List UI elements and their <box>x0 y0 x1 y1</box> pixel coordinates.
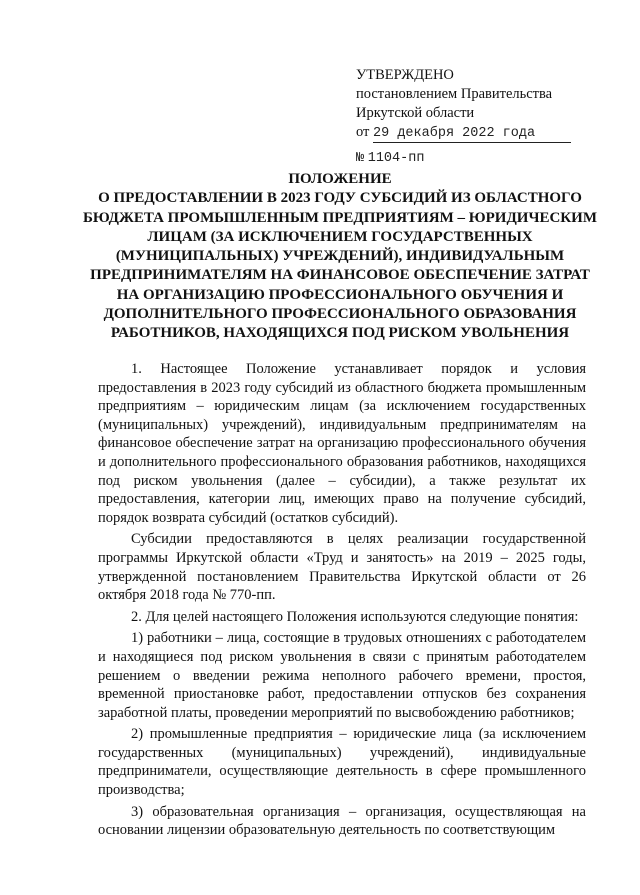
approval-line-1: постановлением Правительства <box>356 86 553 102</box>
approval-number-value: 1104-пп <box>367 151 425 166</box>
approval-number-line <box>356 148 616 168</box>
document-body <box>98 360 586 843</box>
approval-date-line <box>356 123 616 143</box>
document-title: ПОЛОЖЕНИЕ <box>288 171 392 187</box>
approval-block <box>356 66 616 168</box>
paragraph: 2) промышленные предприятия – юридические лица (за исключением государственных (муниципальных) учреждений), индивидуальные предприниматели, осуществляющие деятельность в сфере промышленного производства; <box>98 726 586 799</box>
paragraph: 3) образовательная организация – организация, осуществляющая на основании лицензии образовательную деятельность по соответствующим <box>98 803 586 839</box>
paragraph: 1. Настоящее Положение устанавливает порядок и условия предоставления в 2023 году субсидий из областного бюджета промышленным предприятиям – юридическим лицам (за исключением государственных (муниципальных) учреждений), индивидуальным предпринимателям на финансовое обеспечение затрат на организацию профессионального обучения и дополнительного профессионального образования работников, находящихся под риском увольнения (далее – субсидии), а также результат их предоставления, категории лиц, имеющих право на получение субсидий, порядок возврата субсидий (остатков субсидий). <box>98 361 586 526</box>
approval-date-prefix: от <box>356 124 370 140</box>
approval-number-prefix: № <box>356 151 365 166</box>
approval-title: УТВЕРЖДЕНО <box>356 67 454 83</box>
paragraph: 2. Для целей настоящего Положения используются следующие понятия: <box>131 608 579 625</box>
approval-line-2: Иркутской области <box>356 105 475 121</box>
document-subtitle: О ПРЕДОСТАВЛЕНИИ В 2023 ГОДУ СУБСИДИЙ ИЗ ОБЛАСТНОГО БЮДЖЕТА ПРОМЫШЛЕННЫМ ПРЕДПРИЯТИЯМ – ЮРИДИЧЕСКИМ ЛИЦАМ (ЗА ИСКЛЮЧЕНИЕМ ГОСУДАРСТВЕННЫХ (МУНИЦИПАЛЬНЫХ) УЧРЕЖДЕНИЙ), ИНДИВИДУАЛЬНЫМ ПРЕДПРИНИМАТЕЛЯМ НА ФИНАНСОВОЕ ОБЕСПЕЧЕНИЕ ЗАТРАТ НА ОРГАНИЗАЦИЮ ПРОФЕССИОНАЛЬНОГО ОБУЧЕНИЯ И ДОПОЛНИТЕЛЬНОГО ПРОФЕССИОНАЛЬНОГО ОБРАЗОВАНИЯ РАБОТНИКОВ, НАХОДЯЩИХСЯ ПОД РИСКОМ УВОЛЬНЕНИЯ <box>83 190 597 342</box>
paragraph: 1) работники – лица, состоящие в трудовых отношениях с работодателем и находящиеся под риском увольнения в связи с принятым работодателем решением о введении режима неполного рабочего времени, простоя, временной приостановке работ, предоставлении отпусков без сохранения заработной платы, проведении мероприятий по высвобождению работников; <box>98 630 586 721</box>
approval-date-value: 29 декабря 2022 года <box>373 126 536 141</box>
document-heading <box>80 170 600 344</box>
paragraph: Субсидии предоставляются в целях реализации государственной программы Иркутской области «Труд и занятость» на 2019 – 2025 годы, утвержденной постановлением Правительства Иркутской области от 26 октября 2018 года № 770-пп. <box>98 531 586 604</box>
